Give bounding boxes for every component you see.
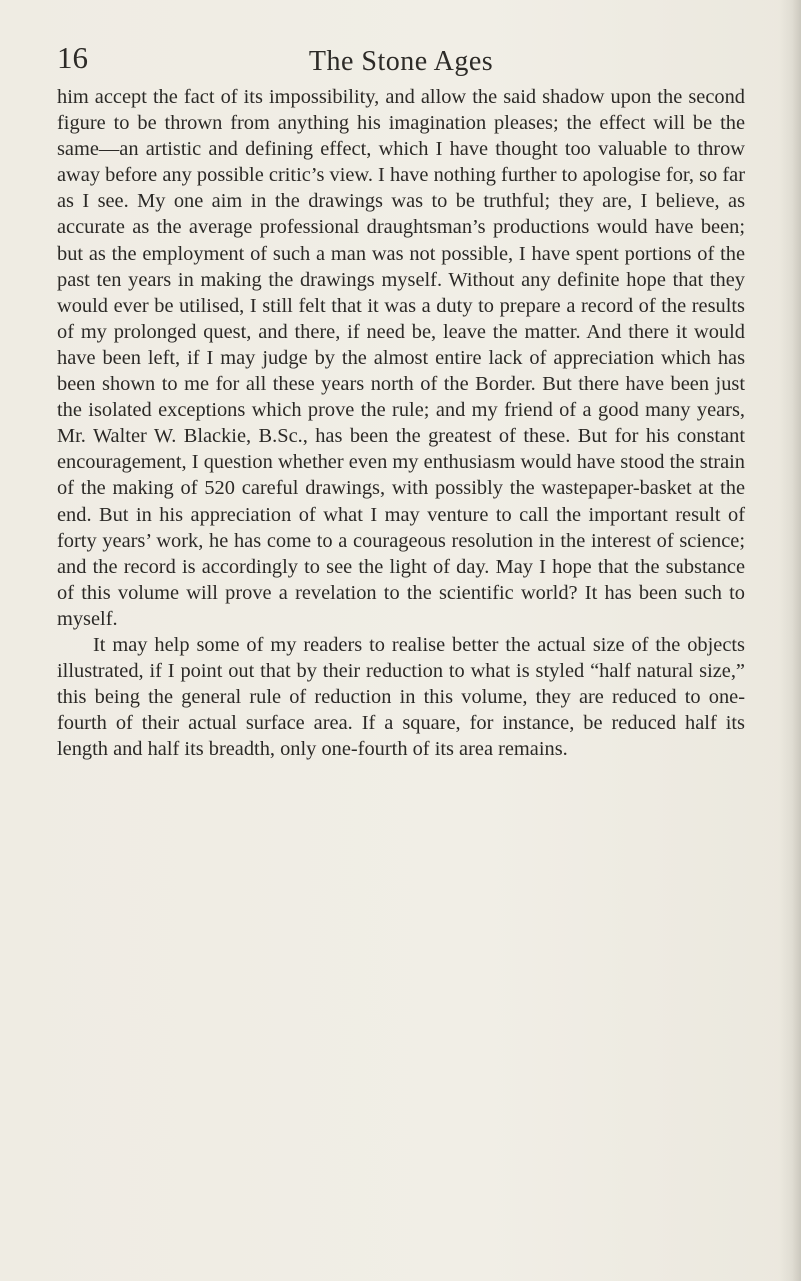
page-header	[57, 40, 745, 80]
running-title: The Stone Ages	[308, 46, 494, 77]
page-number: 16	[57, 40, 88, 75]
paragraph-continued: him accept the fact of its impossibility, and allow the said shadow upon the second figure to be thrown from anything his imagination pleases; the effect will be the same—an artistic and defining effect, which I have thought too valuable to throw away before any possible critic’s view. I have nothing further to apologise for, so far as I see. My one aim in the drawings was to be truthful; they are, I believe, as accurate as the average professional draughtsman’s productions would have been; but as the employment of such a man was not possible, I have spent portions of the past ten years in making the drawings myself. Without any definite hope that they would ever be utilised, I still felt that it was a duty to prepare a record of the results of my prolonged quest, and there, if need be, leave the matter. And there it would have been left, if I may judge by the almost entire lack of appreciation which has been shown to me for all these years north of the Border. But there have been just the isolated exceptions which prove the rule; and my friend of a good many years, Mr. Walter W. Blackie, B.Sc., has been the greatest of these. But for his constant encouragement, I question whether even my enthusiasm would have stood the strain of the making of 520 careful drawings, with possibly the wastepaper-basket at the end. But in his appreciation of what I may venture to call the important result of forty years’ work, he has come to a courageous resolution in the interest of science; and the record is accordingly to see the light of day. May I hope that the substance of this volume will prove a revelation to the scientific world? It has been such to myself.	[57, 86, 745, 630]
paragraph-size-note: It may help some of my readers to realise better the actual size of the objects illustrated, if I point out that by their reduction to what is styled “half natural size,” this being the general rule of reduction in this volume, they are reduced to one-fourth of their actual surface area. If a square, for instance, be reduced half its length and half its breadth, only one-fourth of its area remains.	[57, 633, 745, 761]
body-text	[57, 84, 745, 762]
page-edge-shadow	[779, 0, 801, 1281]
